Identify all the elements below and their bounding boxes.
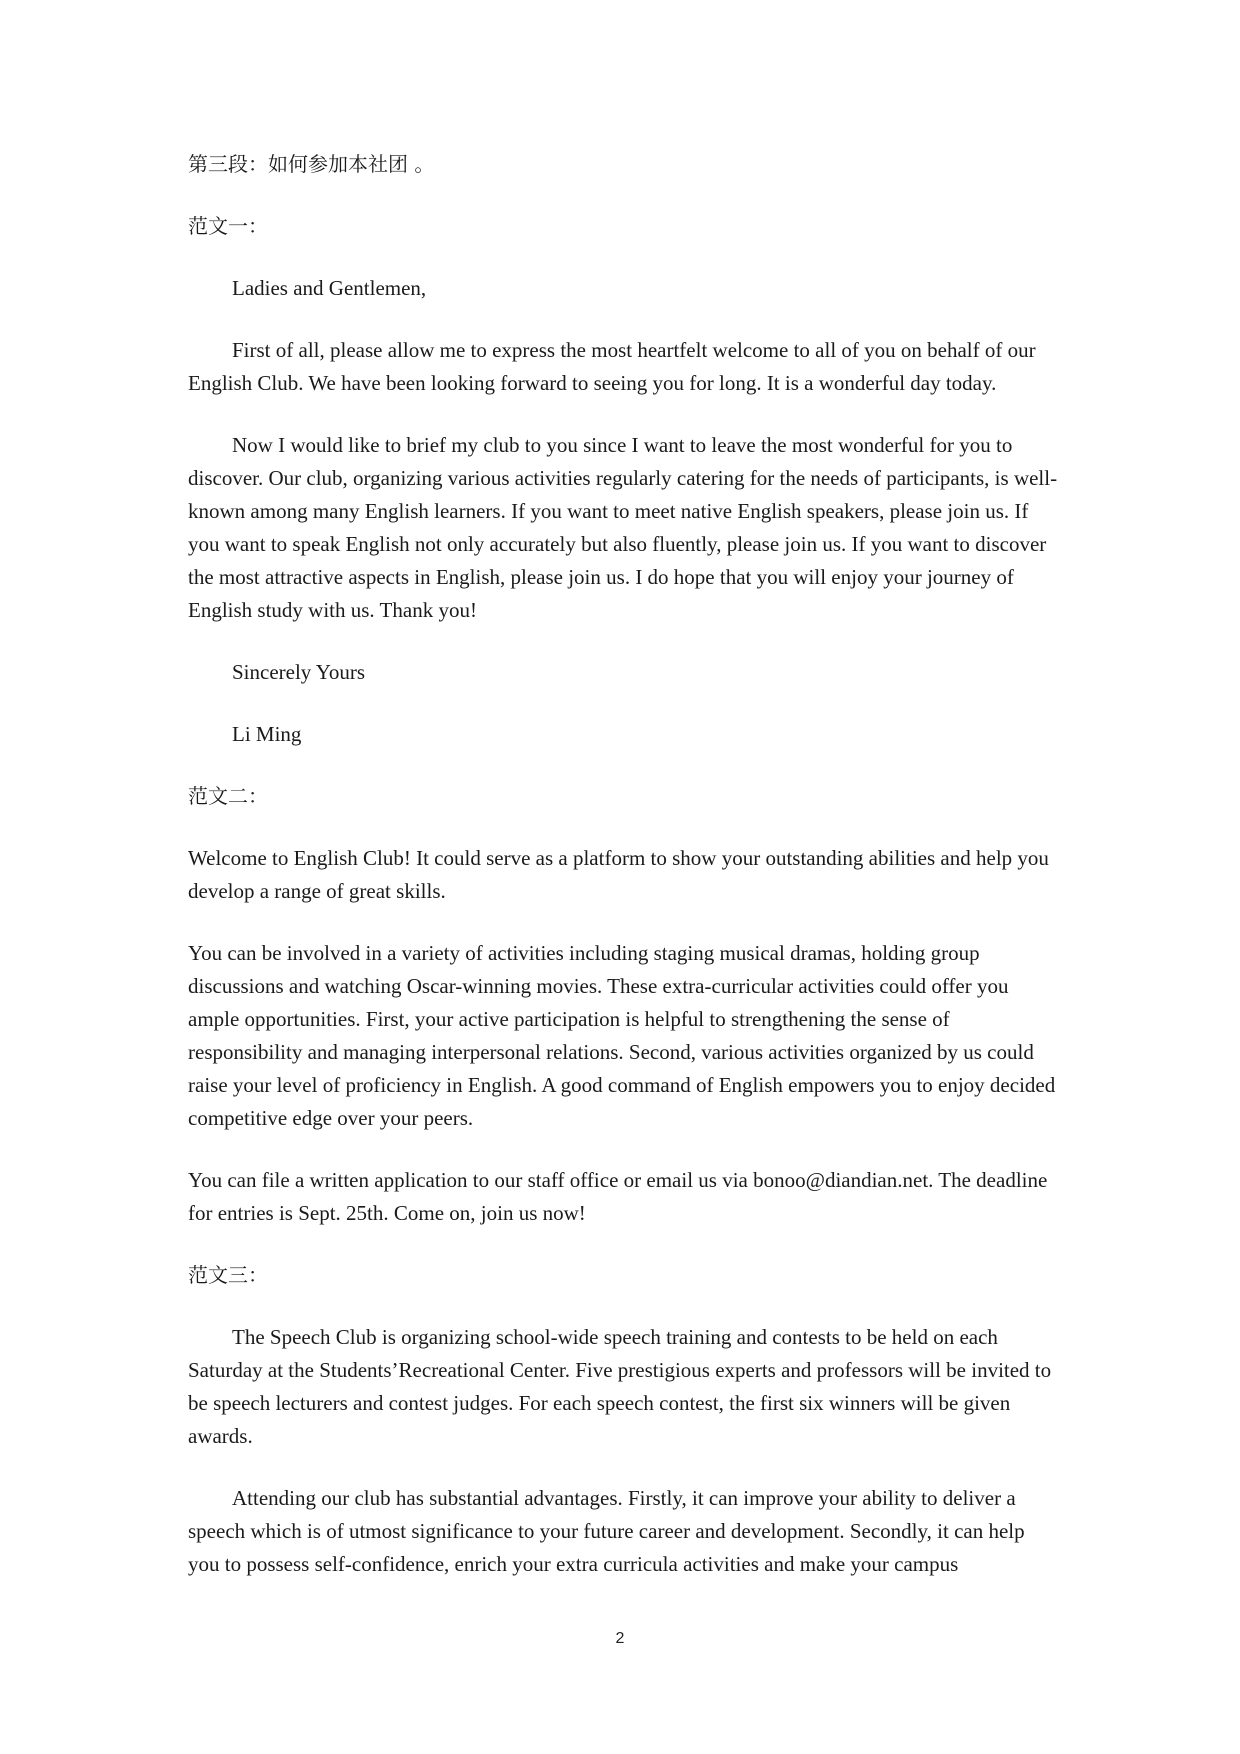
paragraph: Welcome to English Club! It could serve as a platform to show your outstanding abilities and help you develop a range of great skills. [188, 846, 1049, 903]
sample-label-3: 范文三： [188, 1263, 268, 1287]
sample-label-2: 范文二： [188, 784, 268, 808]
paragraph: Now I would like to brief my club to you since I want to leave the most wonderful for you to discover. Our club, organizing various activities regularly catering for the needs of participants, is well-known among many English learners. If you want to meet native English speakers, please join us. If you want to speak English not only accurately but also fluently, please join us. If you want to discover the most attractive aspects in English, please join us. I do hope that you will enjoy your journey of English study with us. Thank you! [188, 433, 1058, 622]
greeting: Ladies and Gentlemen, [232, 276, 427, 300]
section-heading: 第三段：如何参加本社团 。 [188, 152, 435, 176]
paragraph: Attending our club has substantial advantages. Firstly, it can improve your ability to deliver a speech which is of utmost significance to your future career and development. Secondly, it can help you to possess self-confidence, enrich your extra curricula activities and make your campus [188, 1486, 1025, 1576]
sample-label-1: 范文一： [188, 214, 268, 238]
paragraph: First of all, please allow me to express the most heartfelt welcome to all of you on behalf of our English Club. We have been looking forward to seeing you for long. It is a wonderful day today. [188, 338, 1036, 395]
page-number: 2 [615, 1630, 625, 1647]
paragraph: You can be involved in a variety of activities including staging musical dramas, holding group discussions and watching Oscar-winning movies. These extra-curricular activities could offer you ample opportunities. First, your active participation is helpful to strengthening the sense of responsibility and managing interpersonal relations. Second, various activities organized by us could raise your level of proficiency in English. A good command of English empowers you to enjoy decided competitive edge over your peers. [188, 941, 1056, 1130]
signature: Li Ming [232, 722, 302, 746]
document-body [188, 148, 1060, 1610]
paragraph: The Speech Club is organizing school-wide speech training and contests to be held on each Saturday at the Students’Recreational Center. Five prestigious experts and professors will be invited to be speech lecturers and contest judges. For each speech contest, the first six winners will be given awards. [188, 1325, 1052, 1448]
closing: Sincerely Yours [232, 660, 366, 684]
paragraph: You can file a written application to our staff office or email us via bonoo@diandian.net. The deadline for entries is Sept. 25th. Come on, join us now! [188, 1168, 1048, 1225]
